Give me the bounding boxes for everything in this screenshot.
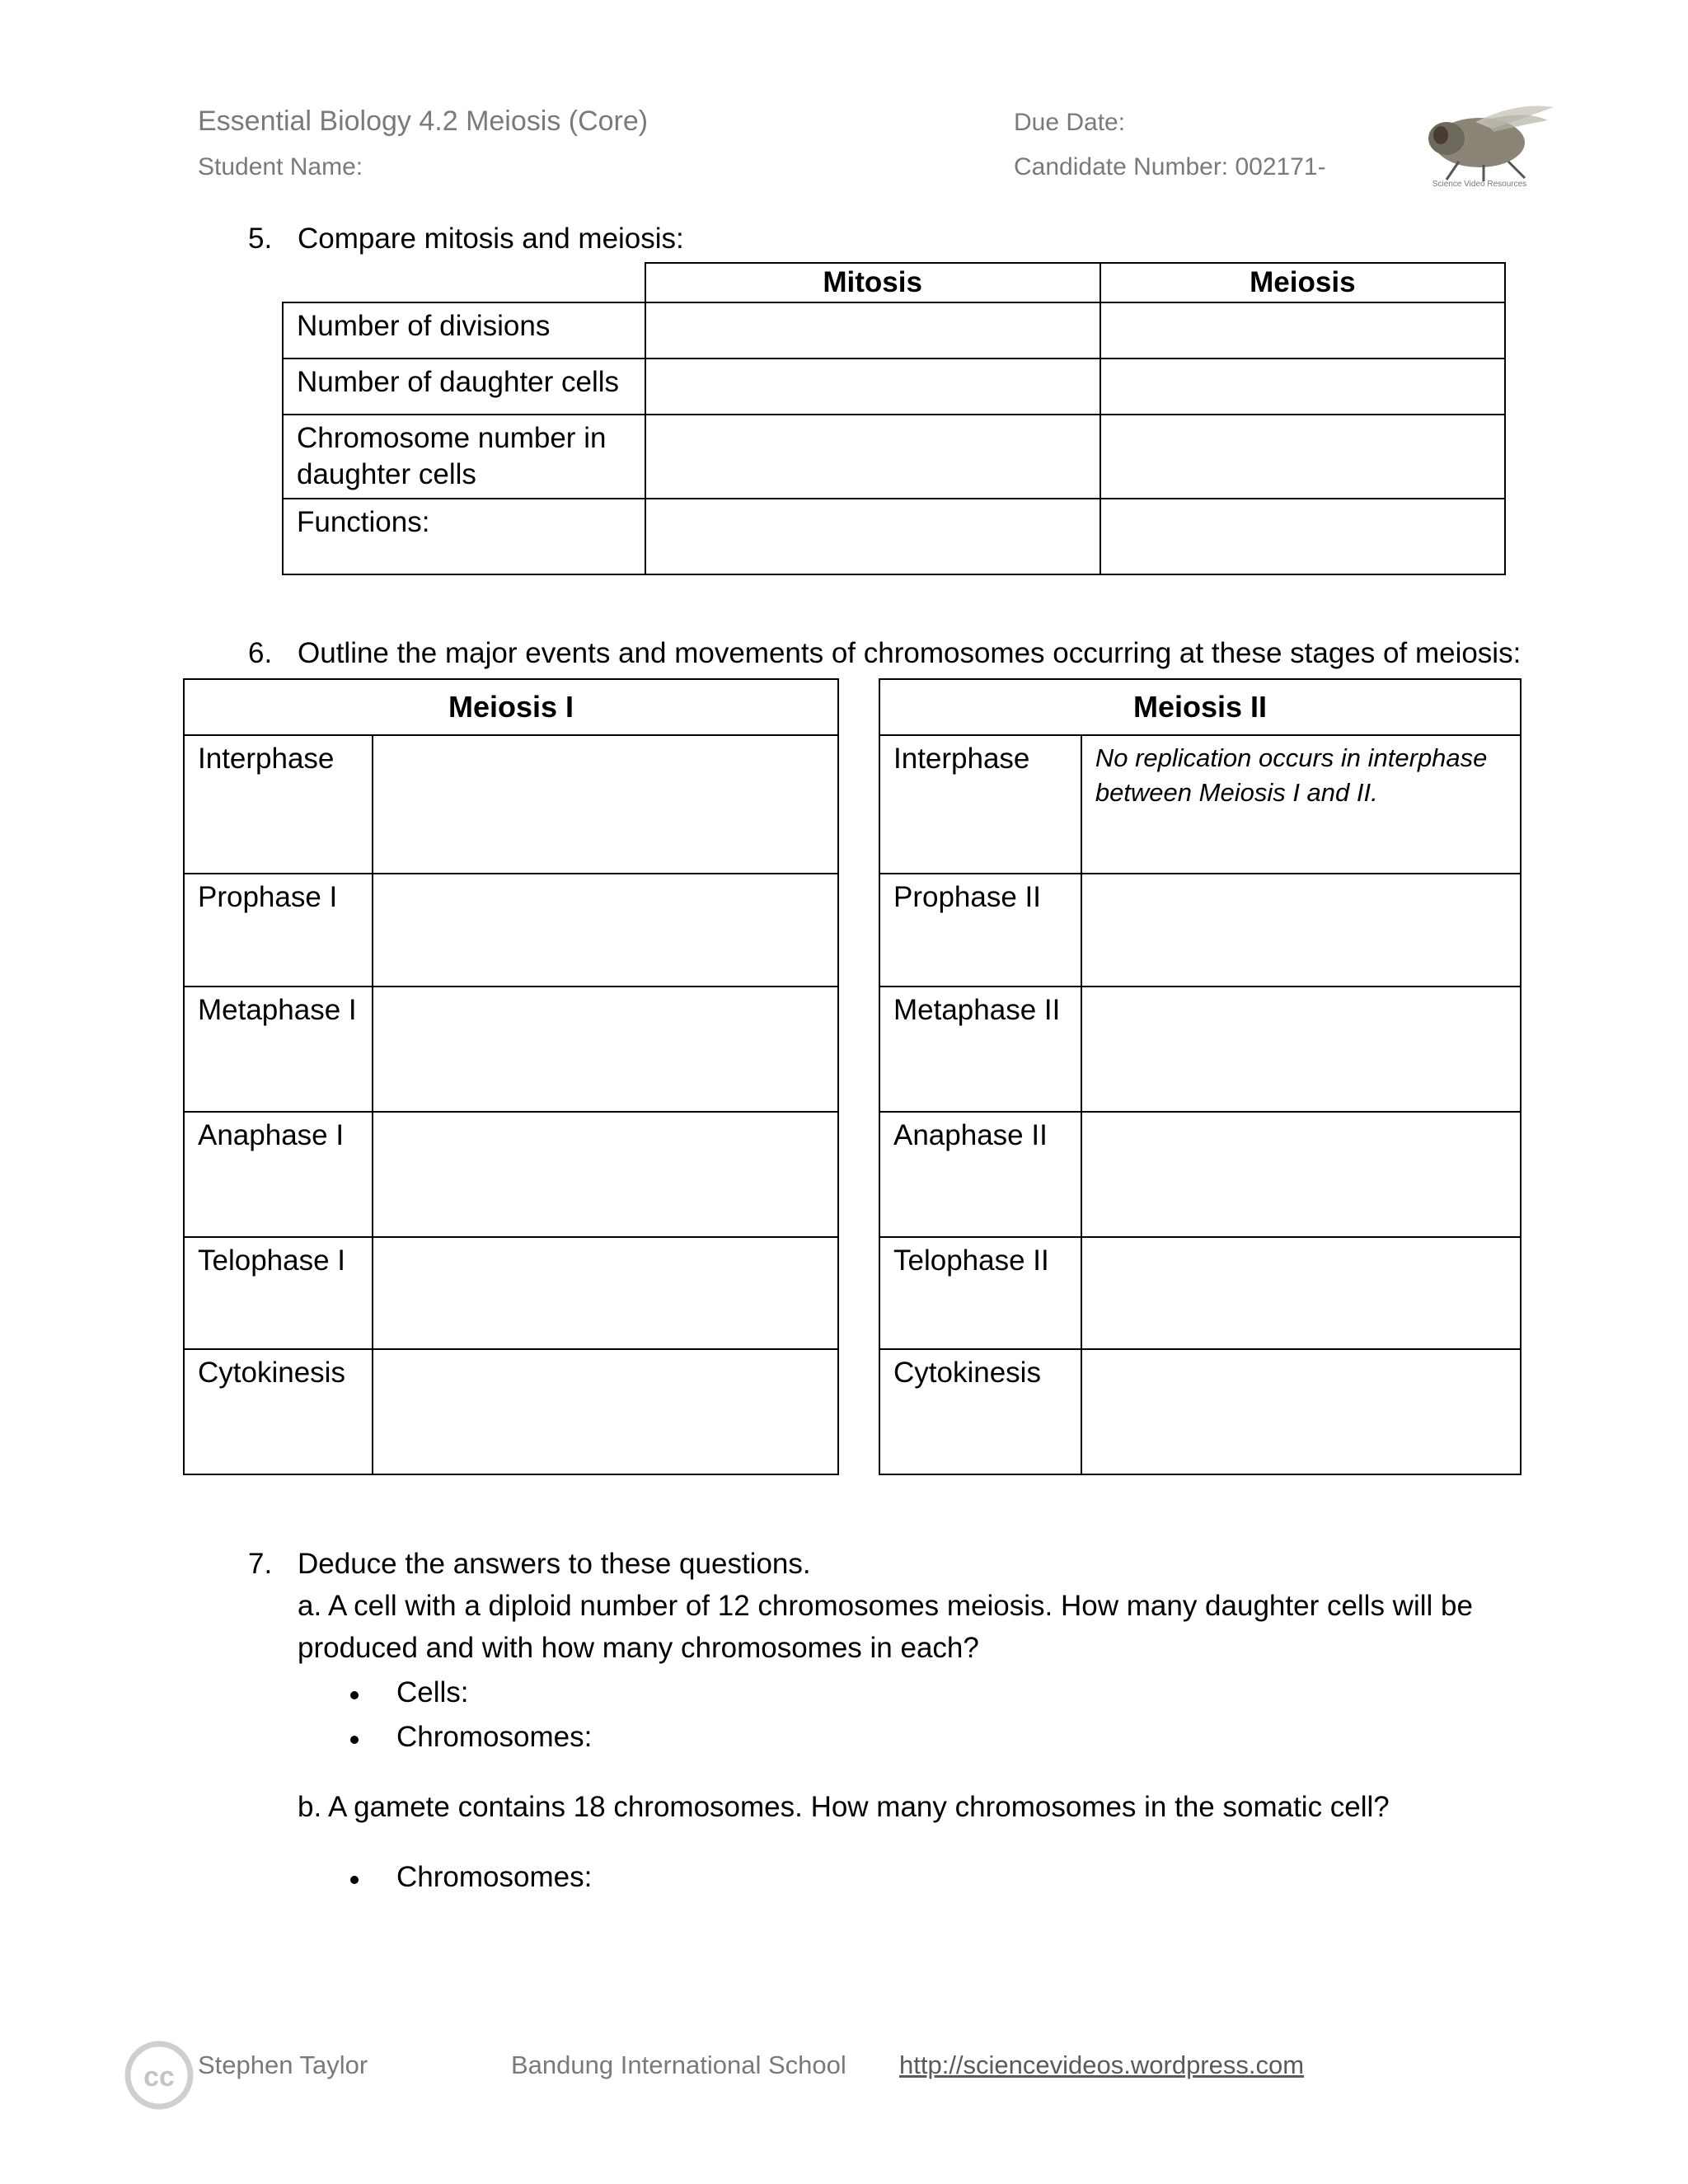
table-row xyxy=(283,415,1505,499)
m2-prophase-answer[interactable] xyxy=(1081,874,1521,987)
fly-icon xyxy=(1401,97,1558,188)
m2-cytokinesis-answer[interactable] xyxy=(1081,1349,1521,1474)
m1-prophase-answer[interactable] xyxy=(373,874,838,987)
m1-metaphase-label: Metaphase I xyxy=(198,994,357,1026)
candidate-number-label: Candidate Number: 002171- xyxy=(1014,153,1326,180)
m2-prophase-label: Prophase II xyxy=(893,881,1041,913)
table-row xyxy=(879,874,1521,987)
table-row xyxy=(879,1349,1521,1474)
m2-anaphase-answer[interactable] xyxy=(1081,1112,1521,1237)
meiosis-functions-answer[interactable] xyxy=(1100,499,1505,574)
row-label-chromosome-number: Chromosome number in daughter cells xyxy=(297,422,607,490)
m2-cytokinesis-label: Cytokinesis xyxy=(893,1357,1041,1389)
row-label-divisions: Number of divisions xyxy=(297,310,551,342)
m2-metaphase-answer[interactable] xyxy=(1081,987,1521,1112)
meiosis-chromosome-answer[interactable] xyxy=(1100,415,1505,499)
table-row xyxy=(283,359,1505,415)
due-date-label: Due Date: xyxy=(1014,109,1126,136)
footer-school: Bandung International School xyxy=(511,2050,846,2079)
footer-author: Stephen Taylor xyxy=(198,2050,368,2079)
mitosis-functions-answer[interactable] xyxy=(645,499,1100,574)
creative-commons-icon xyxy=(124,2040,195,2111)
mitosis-divisions-answer[interactable] xyxy=(645,302,1100,359)
table-row xyxy=(184,1112,838,1237)
q5-number: 5. xyxy=(248,223,273,255)
mitosis-daughter-cells-answer[interactable] xyxy=(645,359,1100,415)
table-row xyxy=(879,1112,1521,1237)
meiosis-1-table xyxy=(183,678,839,1475)
meiosis-2-heading: Meiosis II xyxy=(879,679,1521,735)
bullet-dot xyxy=(350,1876,359,1884)
m1-cytokinesis-label: Cytokinesis xyxy=(198,1357,345,1389)
cc-badge-text: cc xyxy=(143,2061,175,2093)
m1-anaphase-answer[interactable] xyxy=(373,1112,838,1237)
q7-number: 7. xyxy=(248,1548,273,1580)
empty-corner-cell xyxy=(283,263,645,302)
m1-anaphase-label: Anaphase I xyxy=(198,1119,345,1151)
logo-caption: Science Video Resources xyxy=(1432,180,1527,188)
col-header-meiosis: Meiosis xyxy=(1100,263,1505,302)
table-row xyxy=(283,302,1505,359)
table-row xyxy=(879,735,1521,874)
table-row xyxy=(184,874,838,987)
student-name-label: Student Name: xyxy=(198,153,363,180)
worksheet-title: Essential Biology 4.2 Meiosis (Core) xyxy=(198,105,649,137)
q5-prompt: Compare mitosis and meiosis: xyxy=(298,223,684,255)
meiosis-2-table xyxy=(879,678,1522,1475)
q7b-chromosomes-label: Chromosomes: xyxy=(396,1861,593,1893)
m1-metaphase-answer[interactable] xyxy=(373,987,838,1112)
meiosis-daughter-cells-answer[interactable] xyxy=(1100,359,1505,415)
m1-telophase-label: Telophase I xyxy=(198,1244,346,1277)
q7a-cells-label: Cells: xyxy=(396,1676,469,1708)
m2-telophase-label: Telophase II xyxy=(893,1244,1049,1277)
mitosis-meiosis-table xyxy=(282,262,1506,575)
m1-cytokinesis-answer[interactable] xyxy=(373,1349,838,1474)
footer-website-link[interactable]: http://sciencevideos.wordpress.com xyxy=(899,2050,1305,2079)
table-row xyxy=(184,1237,838,1349)
table-row xyxy=(879,987,1521,1112)
table-row xyxy=(184,735,838,874)
row-label-functions: Functions: xyxy=(297,506,430,538)
q7b-text: b. A gamete contains 18 chromosomes. How many chromosomes in the somatic cell? xyxy=(298,1791,1390,1823)
m2-interphase-label: Interphase xyxy=(893,743,1030,775)
q6-number: 6. xyxy=(248,637,273,669)
q6-prompt: Outline the major events and movements of chromosomes occurring at these stages of meiosis: xyxy=(298,637,1522,669)
m2-telophase-answer[interactable] xyxy=(1081,1237,1521,1349)
table-row xyxy=(283,499,1505,574)
bullet-dot xyxy=(350,1691,359,1699)
bullet-dot xyxy=(350,1736,359,1744)
m2-interphase-note: No replication occurs in interphase between Meiosis I and II. xyxy=(1095,743,1488,807)
q7a-text-line1: a. A cell with a diploid number of 12 chromosomes meiosis. How many daughter cells will be xyxy=(298,1590,1473,1622)
q7a-text-line2: produced and with how many chromosomes in each? xyxy=(298,1632,979,1664)
m2-anaphase-label: Anaphase II xyxy=(893,1119,1048,1151)
m1-interphase-label: Interphase xyxy=(198,743,335,775)
col-header-mitosis: Mitosis xyxy=(645,263,1100,302)
m1-prophase-label: Prophase I xyxy=(198,881,338,913)
meiosis-1-heading: Meiosis I xyxy=(184,679,838,735)
m1-interphase-answer[interactable] xyxy=(373,735,838,874)
table-row xyxy=(879,1237,1521,1349)
m1-telophase-answer[interactable] xyxy=(373,1237,838,1349)
row-label-daughter-cells: Number of daughter cells xyxy=(297,366,620,398)
meiosis-divisions-answer[interactable] xyxy=(1100,302,1505,359)
q7-prompt: Deduce the answers to these questions. xyxy=(298,1548,811,1580)
fly-logo xyxy=(1401,97,1558,188)
table-row xyxy=(184,987,838,1112)
mitosis-chromosome-answer[interactable] xyxy=(645,415,1100,499)
table-row xyxy=(184,1349,838,1474)
q7a-chromosomes-label: Chromosomes: xyxy=(396,1721,593,1753)
m2-metaphase-label: Metaphase II xyxy=(893,994,1061,1026)
